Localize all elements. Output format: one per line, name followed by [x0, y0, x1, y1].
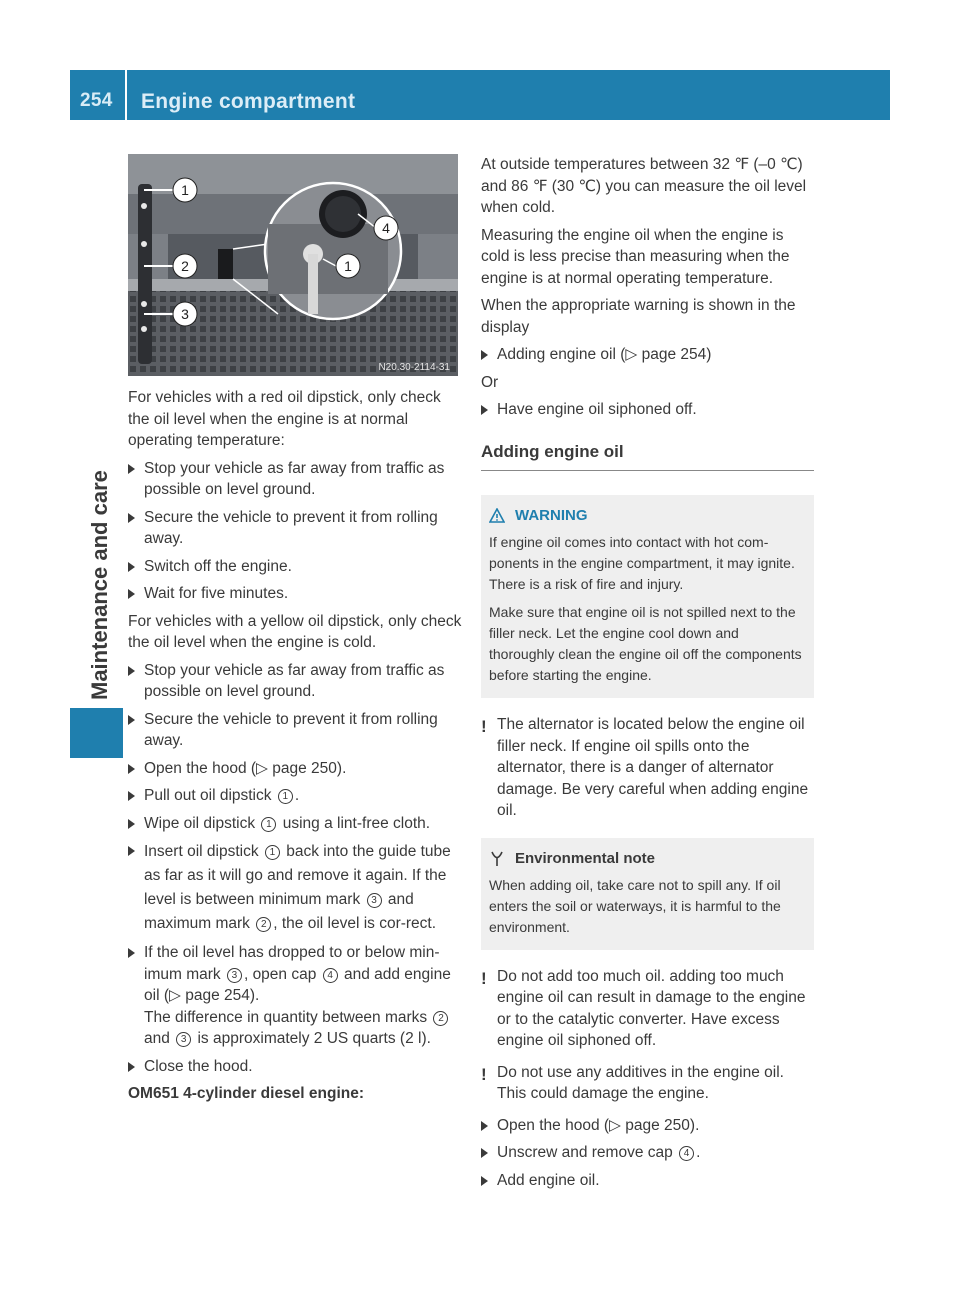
step-arrow-icon	[128, 819, 135, 829]
callout-2-icon: 2	[433, 1011, 448, 1026]
page-ref-link[interactable]: ▷ page 254	[625, 346, 707, 363]
header-divider	[125, 70, 127, 120]
right-column	[481, 154, 814, 1197]
environmental-note-title: Environmental note	[515, 849, 656, 867]
environmental-note-text: When adding oil, take care not to spill any. If oil enters the soil or waterways, it is harmful to the environment.	[489, 876, 781, 935]
environmental-note-box	[481, 838, 814, 950]
list-item: Secure the vehicle to prevent it from rolling away.	[128, 709, 462, 752]
step-arrow-icon	[481, 1176, 488, 1186]
callout-4-icon: 4	[679, 1146, 694, 1161]
left-column	[128, 387, 462, 1111]
list-item: Insert oil dipstick 1 back into the guide tube as far as it will go and remove it again. If the level is between minimum mark 3 and maximum mark 2 , the oil level is cor-rect.	[128, 840, 462, 936]
step-arrow-icon	[128, 715, 135, 725]
list-item: Adding engine oil (▷ page 254)	[481, 344, 814, 366]
step-arrow-icon	[128, 791, 135, 801]
step-arrow-icon	[128, 666, 135, 676]
warning-text-1: If engine oil comes into contact with hot com-ponents in the engine compartment, it may ignite. There is a risk of fire and injury.	[489, 534, 795, 592]
list-item: If the oil level has dropped to or below min-imum mark 3 , open cap 4 and add engine oil (▷ page 254). The difference in quantity between marks 2 and 3 is approximately 2 US quarts (2 l).	[128, 942, 462, 1050]
list-item: Stop your vehicle as far away from traffic as possible on level ground.	[128, 660, 462, 703]
list-item: Unscrew and remove cap 4 .	[481, 1142, 814, 1164]
list-item: Have engine oil siphoned off.	[481, 399, 814, 421]
callout-2-icon: 2	[256, 917, 271, 932]
callout-1-detail	[336, 254, 360, 278]
section-heading: Adding engine oil	[481, 441, 814, 472]
step-arrow-icon	[128, 589, 135, 599]
callout-3	[173, 302, 197, 326]
list-item: Wait for five minutes.	[128, 583, 462, 605]
step-arrow-icon	[128, 764, 135, 774]
side-tab-label: Maintenance and care	[87, 470, 112, 700]
callout-3-icon: 3	[367, 893, 382, 908]
page-title: Engine compartment	[141, 90, 356, 113]
callout-1	[173, 178, 197, 202]
svg-text:4: 4	[382, 220, 390, 236]
callout-3-icon: 3	[176, 1032, 191, 1047]
step-arrow-icon	[481, 1121, 488, 1131]
svg-text:1: 1	[181, 182, 189, 198]
callout-4	[374, 216, 398, 240]
photo-code: N20.30-2114-31	[378, 362, 450, 373]
environment-icon	[489, 849, 505, 867]
precision-text: Measuring the engine oil when the engine is cold is less precise than measuring when the engine is at normal operating temperature.	[481, 226, 790, 287]
warning-triangle-icon	[489, 508, 505, 524]
or-text: Or	[481, 373, 499, 391]
exclamation-icon: !	[481, 1064, 487, 1084]
callout-2	[173, 254, 197, 278]
callout-1-icon: 1	[265, 845, 280, 860]
step-arrow-icon	[128, 1062, 135, 1072]
svg-text:1: 1	[344, 258, 352, 274]
page-ref-link[interactable]: ▷ page 250	[609, 1116, 690, 1134]
step-arrow-icon	[481, 1148, 488, 1158]
step-arrow-icon	[128, 562, 135, 572]
callout-3-icon: 3	[227, 968, 242, 983]
svg-text:2: 2	[181, 258, 189, 274]
step-arrow-icon	[128, 513, 135, 523]
cold-measure-text: At outside temperatures between 32 ℉ (–0 ℃) and 86 ℉ (30 ℃) you can measure the oil level when cold.	[481, 156, 807, 216]
list-item: Open the hood (▷ page 250).	[128, 758, 462, 780]
warning-box	[481, 495, 814, 698]
list-item: Switch off the engine.	[128, 556, 462, 578]
exclamation-icon: !	[481, 968, 487, 988]
step-arrow-icon	[128, 846, 135, 856]
engine-photo-illustration	[128, 154, 458, 376]
side-tab-box	[70, 708, 123, 758]
page-ref-link[interactable]: ▷ page 254	[168, 987, 250, 1004]
step-arrow-icon	[128, 948, 135, 958]
warning-title: WARNING	[515, 507, 588, 524]
warning-display-text: When the appropriate warning is shown in the display	[481, 297, 796, 336]
step-arrow-icon	[481, 405, 488, 415]
page-ref-link[interactable]: ▷ page 250	[256, 759, 337, 777]
notice-too-much-oil: ! Do not add too much oil. adding too much engine oil can result in damage to the engine or to the catalytic converter. Have excess engine oil siphoned off.	[481, 967, 806, 1049]
yellow-dipstick-intro: For vehicles with a yellow oil dipstick, only check the oil level when the engine is cold.	[128, 612, 462, 651]
notice-additives: ! Do not use any additives in the engine oil. This could damage the engine.	[481, 1063, 784, 1102]
list-item: Pull out oil dipstick 1 .	[128, 785, 462, 807]
engine-photo	[128, 154, 458, 376]
list-item: Open the hood (▷ page 250).	[481, 1115, 814, 1137]
step-arrow-icon	[128, 464, 135, 474]
list-item: Add engine oil.	[481, 1170, 814, 1192]
notice-alternator: ! The alternator is located below the engine oil filler neck. If engine oil spills onto the alternator, there is a danger of alternator damage. Be very careful when adding engine oil.	[481, 716, 809, 819]
red-dipstick-intro: For vehicles with a red oil dipstick, only check the oil level when the engine is at normal operating temperature:	[128, 389, 441, 449]
exclamation-icon: !	[481, 717, 487, 736]
list-item: Wipe oil dipstick 1 using a lint-free cloth.	[128, 813, 462, 835]
callout-1-icon: 1	[261, 817, 276, 832]
callout-4-icon: 4	[323, 968, 338, 983]
list-item: Close the hood.	[128, 1056, 462, 1078]
engine-heading: OM651 4-cylinder diesel engine:	[128, 1085, 365, 1102]
warning-text-2: Make sure that engine oil is not spilled next to the filler neck. Let the engine cool down and thoroughly clean the engine oil off the components before starting the engine.	[489, 604, 802, 683]
list-item: Secure the vehicle to prevent it from rolling away.	[128, 507, 462, 550]
page-number: 254	[80, 90, 113, 111]
svg-text:3: 3	[181, 306, 189, 322]
callout-1-icon: 1	[278, 789, 293, 804]
step-arrow-icon	[481, 350, 488, 360]
list-item: Stop your vehicle as far away from traffic as possible on level ground.	[128, 458, 462, 501]
